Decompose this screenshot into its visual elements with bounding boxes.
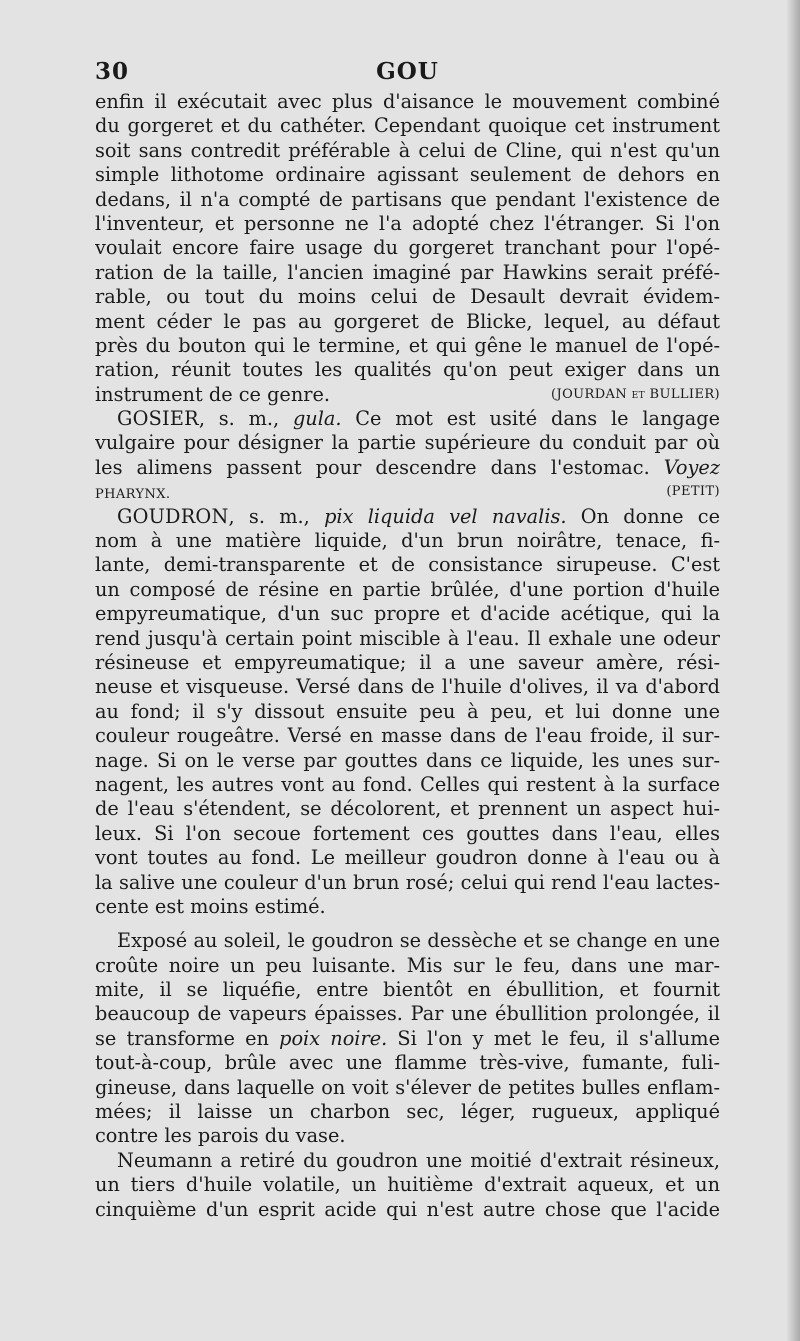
grammar-label: , s. m., xyxy=(198,407,293,431)
text-line: rable, ou tout du moins celui de Desault devrait évidem- xyxy=(95,285,720,309)
text-line: rend jusqu'à certain point miscible à l'eau. Il exhale une odeur xyxy=(95,626,720,650)
text-line: simple lithotome ordinaire agissant seulement de dehors en xyxy=(95,163,720,187)
text-line xyxy=(95,407,720,431)
text-fragment: instrument de ce genre. xyxy=(95,382,330,406)
text-line: cinquième d'un esprit acide qui n'est autre chose que l'acide xyxy=(95,1197,720,1221)
text-fragment: les alimens passent pour descendre dans l'estomac. xyxy=(95,455,664,479)
text-line: tout-à-coup, brûle avec une flamme très-vive, fumante, fuli- xyxy=(95,1051,720,1075)
text-fragment: Ce mot est usité dans le langage xyxy=(341,407,720,431)
text-line: neuse et visqueuse. Versé dans de l'huile d'olives, il va d'abord xyxy=(95,675,720,699)
text-line: dedans, il n'a compté de partisans que pendant l'existence de xyxy=(95,187,720,211)
author-signature: (JOURDAN et BULLIER) xyxy=(551,386,720,402)
text-line xyxy=(95,456,720,480)
page-number: 30 xyxy=(95,58,130,85)
text-line xyxy=(95,505,720,529)
text-line: vulgaire pour désigner la partie supérieure du conduit par où xyxy=(95,431,720,455)
continued-paragraph xyxy=(95,90,720,407)
text-line: leux. Si l'on secoue fortement ces gouttes dans l'eau, elles xyxy=(95,821,720,845)
entry-gosier xyxy=(95,407,720,505)
latin-term: gula. xyxy=(292,407,342,431)
text-line: couleur rougeâtre. Versé en masse dans de l'eau froide, il sur- xyxy=(95,724,720,748)
text-line: Neumann a retiré du goudron une moitié d'extrait résineux, xyxy=(117,1148,720,1172)
page-header xyxy=(95,58,720,88)
text-line: mite, il se liquéfie, entre bientôt en ébullition, et fournit xyxy=(95,978,720,1002)
text-line: du gorgeret et du cathéter. Cependant quoique cet instrument xyxy=(95,114,720,138)
text-line: gineuse, dans laquelle on voit s'élever de petites bulles enflam- xyxy=(95,1075,720,1099)
entry-headword: GOUDRON xyxy=(117,504,229,528)
author-signature: (PETIT) xyxy=(666,484,720,500)
text-line: près du bouton qui le termine, et qui gêne le manuel de l'opé- xyxy=(95,333,720,357)
text-line: un composé de résine en partie brûlée, d'une portion d'huile xyxy=(95,577,720,601)
text-line: la salive une couleur d'un brun rosé; celui qui rend l'eau lactes- xyxy=(95,870,720,894)
text-line: au fond; il s'y dissout ensuite peu à peu, et lui donne une xyxy=(95,699,720,723)
running-title: GOU xyxy=(376,58,439,85)
text-line: empyreumatique, d'un suc propre et d'acide acétique, qui la xyxy=(95,602,720,626)
latin-term: pix liquida vel navalis. xyxy=(324,504,567,528)
text-line: nage. Si on le verse par gouttes dans ce liquide, les unes sur- xyxy=(95,748,720,772)
text-line: mées; il laisse un charbon sec, léger, rugueux, appliqué xyxy=(95,1100,720,1124)
text-line: ration, réunit toutes les qualités qu'on peut exiger dans un xyxy=(95,358,720,382)
text-line: vont toutes au fond. Le meilleur goudron donne à l'eau ou à xyxy=(95,846,720,870)
text-line: soit sans contredit préférable à celui de Cline, qui n'est qu'un xyxy=(95,138,720,162)
text-line xyxy=(95,480,720,504)
text-line: ment céder le pas au gorgeret de Blicke, lequel, au défaut xyxy=(95,309,720,333)
entry-headword: GOSIER xyxy=(117,407,199,431)
body-text xyxy=(95,90,720,1222)
text-fragment: Si l'on y met le feu, il s'allume xyxy=(387,1026,720,1050)
text-line: lante, demi-transparente et de consistance sirupeuse. C'est xyxy=(95,553,720,577)
paragraph-neumann xyxy=(95,1149,720,1222)
text-line xyxy=(95,1027,720,1051)
see-also-label: Voyez xyxy=(663,455,720,479)
text-line: l'inventeur, et personne ne l'a adopté chez l'étranger. Si l'on xyxy=(95,211,720,235)
text-line: nagent, les autres vont au fond. Celles qui restent à la surface xyxy=(95,772,720,796)
text-line: croûte noire un peu luisante. Mis sur le feu, dans une mar- xyxy=(95,953,720,977)
cross-reference: PHARYNX. xyxy=(95,487,171,503)
text-line: ration de la taille, l'ancien imaginé par Hawkins serait préfé- xyxy=(95,260,720,284)
text-line: Exposé au soleil, le goudron se dessèche et se change en une xyxy=(117,929,720,953)
text-line: contre les parois du vase. xyxy=(95,1124,346,1148)
text-line: un tiers d'huile volatile, un huitième d'extrait aqueux, et un xyxy=(95,1173,720,1197)
text-line: voulait encore faire usage du gorgeret tranchant pour l'opé- xyxy=(95,236,720,260)
text-line: nom à une matière liquide, d'un brun noirâtre, tenace, fi- xyxy=(95,529,720,553)
text-fragment: se transforme en xyxy=(95,1026,280,1050)
text-line xyxy=(95,383,720,407)
italic-term: poix noire. xyxy=(279,1026,388,1050)
text-line: cente est moins estimé. xyxy=(95,894,326,918)
paragraph-exposure xyxy=(95,929,720,1149)
text-fragment: On donne ce xyxy=(566,504,720,528)
text-line: résineuse et empyreumatique; il a une saveur amère, rési- xyxy=(95,650,720,674)
text-line: enfin il exécutait avec plus d'aisance le mouvement combiné xyxy=(95,90,720,113)
text-line: beaucoup de vapeurs épaisses. Par une ébullition prolongée, il xyxy=(95,1002,720,1026)
grammar-label: , s. m., xyxy=(228,504,325,528)
text-line: de l'eau s'étendent, se décolorent, et prennent un aspect hui- xyxy=(95,797,720,821)
entry-goudron xyxy=(95,505,720,920)
